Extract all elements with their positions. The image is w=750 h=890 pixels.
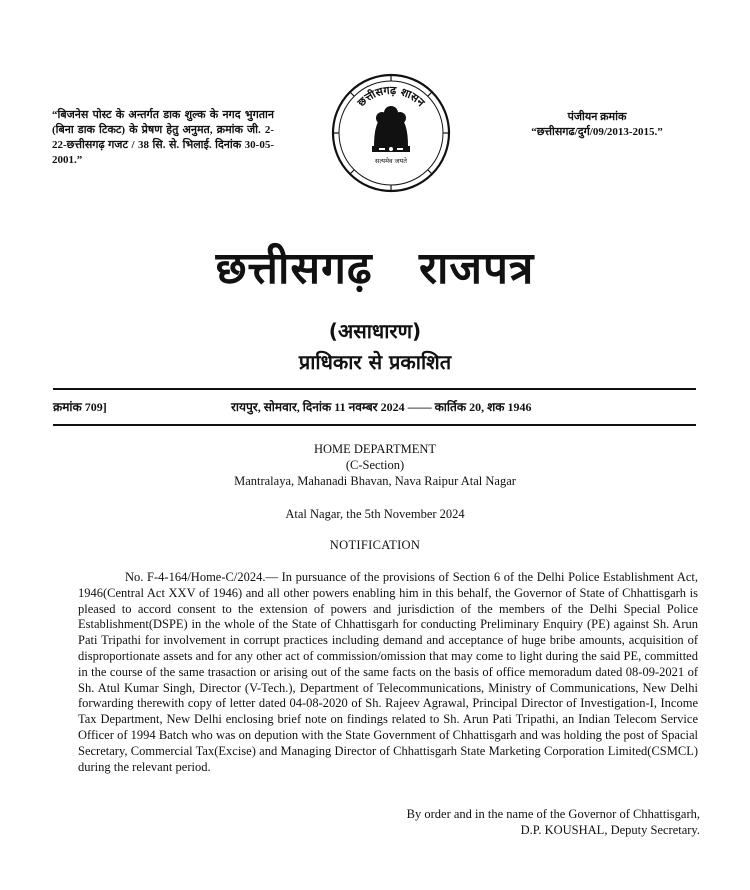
signature-block: [407, 806, 700, 838]
department-address: Mantralaya, Mahanadi Bhavan, Nava Raipur Atal Nagar: [234, 474, 516, 488]
registration-number: “छत्तीसगढ/दुर्ग/09/2013-2015.”: [531, 126, 663, 138]
issue-date: रायपुर, सोमवार, दिनांक 11 नवम्बर 2024 —— कार्तिक 20, शक 1946: [231, 400, 532, 414]
registration-number-block: [502, 110, 692, 140]
header-divider-top: [53, 388, 696, 390]
emblem-motto: सत्यमेव जयते: [375, 157, 407, 165]
emblem-label: छत्तीसगढ़ शासन: [354, 83, 428, 110]
issue-number: क्रमांक 709]: [53, 400, 107, 414]
published-by-authority: प्राधिकार से प्रकाशित: [298, 350, 452, 374]
gazette-type: (असाधारण): [328, 319, 422, 343]
department-name: HOME DEPARTMENT: [313, 442, 437, 456]
postal-permission-note: “बिजनेस पोस्ट के अन्तर्गत डाक शुल्क के नगद भुगतान (बिना डाक टिकट) के प्रेषण हेतु अनुमत, क्रमांक जी. 2-22-छत्तीसगढ़ गजट / 38 सि. से. भिलाई. दिनांक 30-05-2001.”: [52, 109, 274, 166]
notification-title: NOTIFICATION: [329, 538, 421, 552]
department-block: [0, 441, 750, 489]
signature-authority: By order and in the name of the Governor of Chhattisgarh,: [406, 807, 700, 821]
signatory: D.P. KOUSHAL, Deputy Secretary.: [520, 823, 700, 837]
notification-body: No. F-4-164/Home-C/2024.— In pursuance of the provisions of Section 6 of the Delhi Police Establishment Act, 1946(Central Act XXV of 1946) and all other powers enabling him in this behalf, the Governor of State of Chhattisgarh is pleased to accord consent to the extension of powers and jurisdiction of the members of the Delhi Special Police Establishment(DSPE) in the whole of the State of Chhattisgarh for conducting Preliminary Enquiry (PE) against Sh. Arun Pati Tripathi for involvement in corrupt practices including demand and acceptance of huge bribe amounts, acquisition of disproportionate assets and for any other act of commission/omission that may come to light during the said PE, committed in the course of the same trasaction or arising out of the same facts on the basis of office memoradum dated 08-09-2021 of Sh. Atul Kumar Singh, Director (V-Tech.), Department of Telecommunications, Ministry of Communications, New Delhi forwarding therewith copy of letter dated 04-08-2020 of Sh. Rajeev Agrawal, Principal Director of Investigation-I, Income Tax Department, New Delhi enclosing brief note on findings related to Sh. Arun Pati Tripathi, an Indian Telecom Service Officer of 1994 Batch who was on depution with the State Government of Chhattisgarh and was holding the post of Spacial Secretary, Commercial Tax(Excise) and Managing Director of Chhattisgarh State Marketing Corporation Limited(CSMCL) during the relevant period.: [78, 570, 698, 774]
department-section: (C-Section): [345, 458, 405, 472]
place-and-date: Atal Nagar, the 5th November 2024: [285, 507, 465, 521]
registration-label: पंजीयन क्रमांक: [567, 111, 627, 123]
state-emblem-icon: [330, 72, 452, 194]
header-divider-bottom: [53, 424, 696, 426]
gazette-title: छत्तीसगढ़ राजपत्र: [215, 243, 535, 294]
